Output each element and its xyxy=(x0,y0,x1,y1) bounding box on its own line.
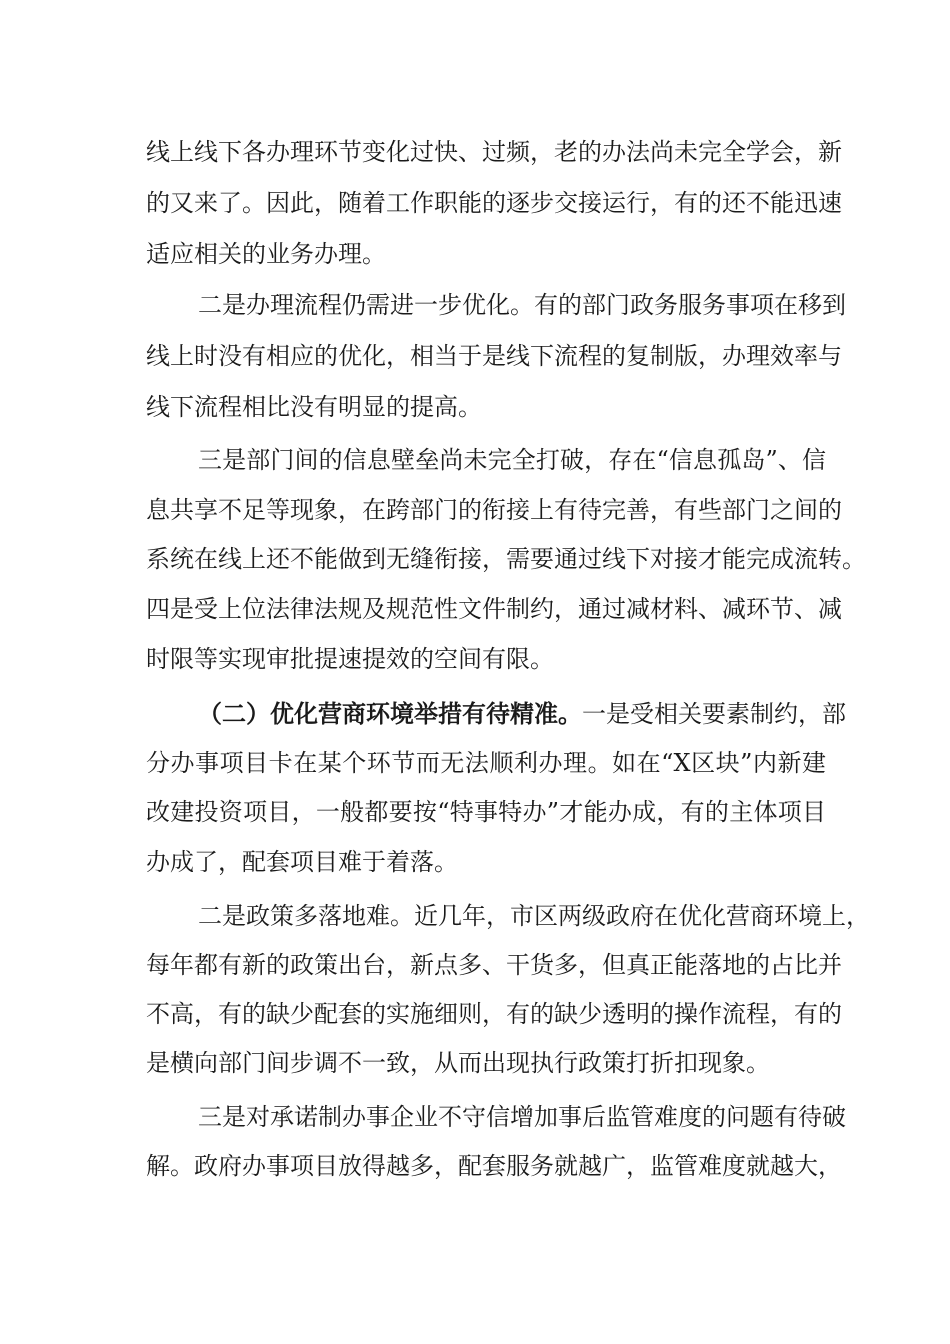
paragraph-first-line: 三是对承诺制办事企业不守信增加事后监管难度的问题有待破 xyxy=(198,1103,846,1131)
body-line: 每年都有新的政策出台，新点多、干货多，但真正能落地的占比并 xyxy=(146,951,842,979)
body-line: 时限等实现审批提速提效的空间有限。 xyxy=(146,645,554,673)
section-two-first-line xyxy=(146,688,846,740)
paragraph-first-line: 二是政策多落地难。近几年，市区两级政府在优化营商环境上， xyxy=(198,902,870,930)
body-line: 不高，有的缺少配套的实施细则，有的缺少透明的操作流程，有的 xyxy=(146,1000,842,1028)
body-line: 息共享不足等现象，在跨部门的衔接上有待完善，有些部门之间的 xyxy=(146,496,842,524)
body-line: 改建投资项目，一般都要按“特事特办”才能办成，有的主体项目 xyxy=(146,798,826,826)
body-line: 解。政府办事项目放得越多，配套服务就越广，监管难度就越大， xyxy=(146,1152,842,1180)
section-intro-text: 一是受相关要素制约，部 xyxy=(582,700,846,728)
body-line: 系统在线上还不能做到无缝衔接，需要通过线下对接才能完成流转。 xyxy=(146,545,866,573)
section-heading: （二）优化营商环境举措有待精准。 xyxy=(198,699,582,728)
body-line: 四是受上位法律法规及规范性文件制约，通过减材料、减环节、减 xyxy=(146,595,842,623)
body-line: 适应相关的业务办理。 xyxy=(146,240,386,268)
body-line: 线上线下各办理环节变化过快、过频，老的办法尚未完全学会，新 xyxy=(146,138,842,166)
body-line: 线下流程相比没有明显的提高。 xyxy=(146,393,482,421)
paragraph-first-line: 三是部门间的信息壁垒尚未完全打破，存在“信息孤岛”、信 xyxy=(198,446,826,474)
body-line: 是横向部门间步调不一致，从而出现执行政策打折扣现象。 xyxy=(146,1049,770,1077)
paragraph-first-line: 二是办理流程仍需进一步优化。有的部门政务服务事项在移到 xyxy=(198,291,846,319)
body-line: 分办事项目卡在某个环节而无法顺利办理。如在“X区块”内新建 xyxy=(146,749,826,777)
body-line: 的又来了。因此，随着工作职能的逐步交接运行，有的还不能迅速 xyxy=(146,189,842,217)
body-line: 办成了，配套项目难于着落。 xyxy=(146,848,458,876)
body-line: 线上时没有相应的优化，相当于是线下流程的复制版，办理效率与 xyxy=(146,342,842,370)
